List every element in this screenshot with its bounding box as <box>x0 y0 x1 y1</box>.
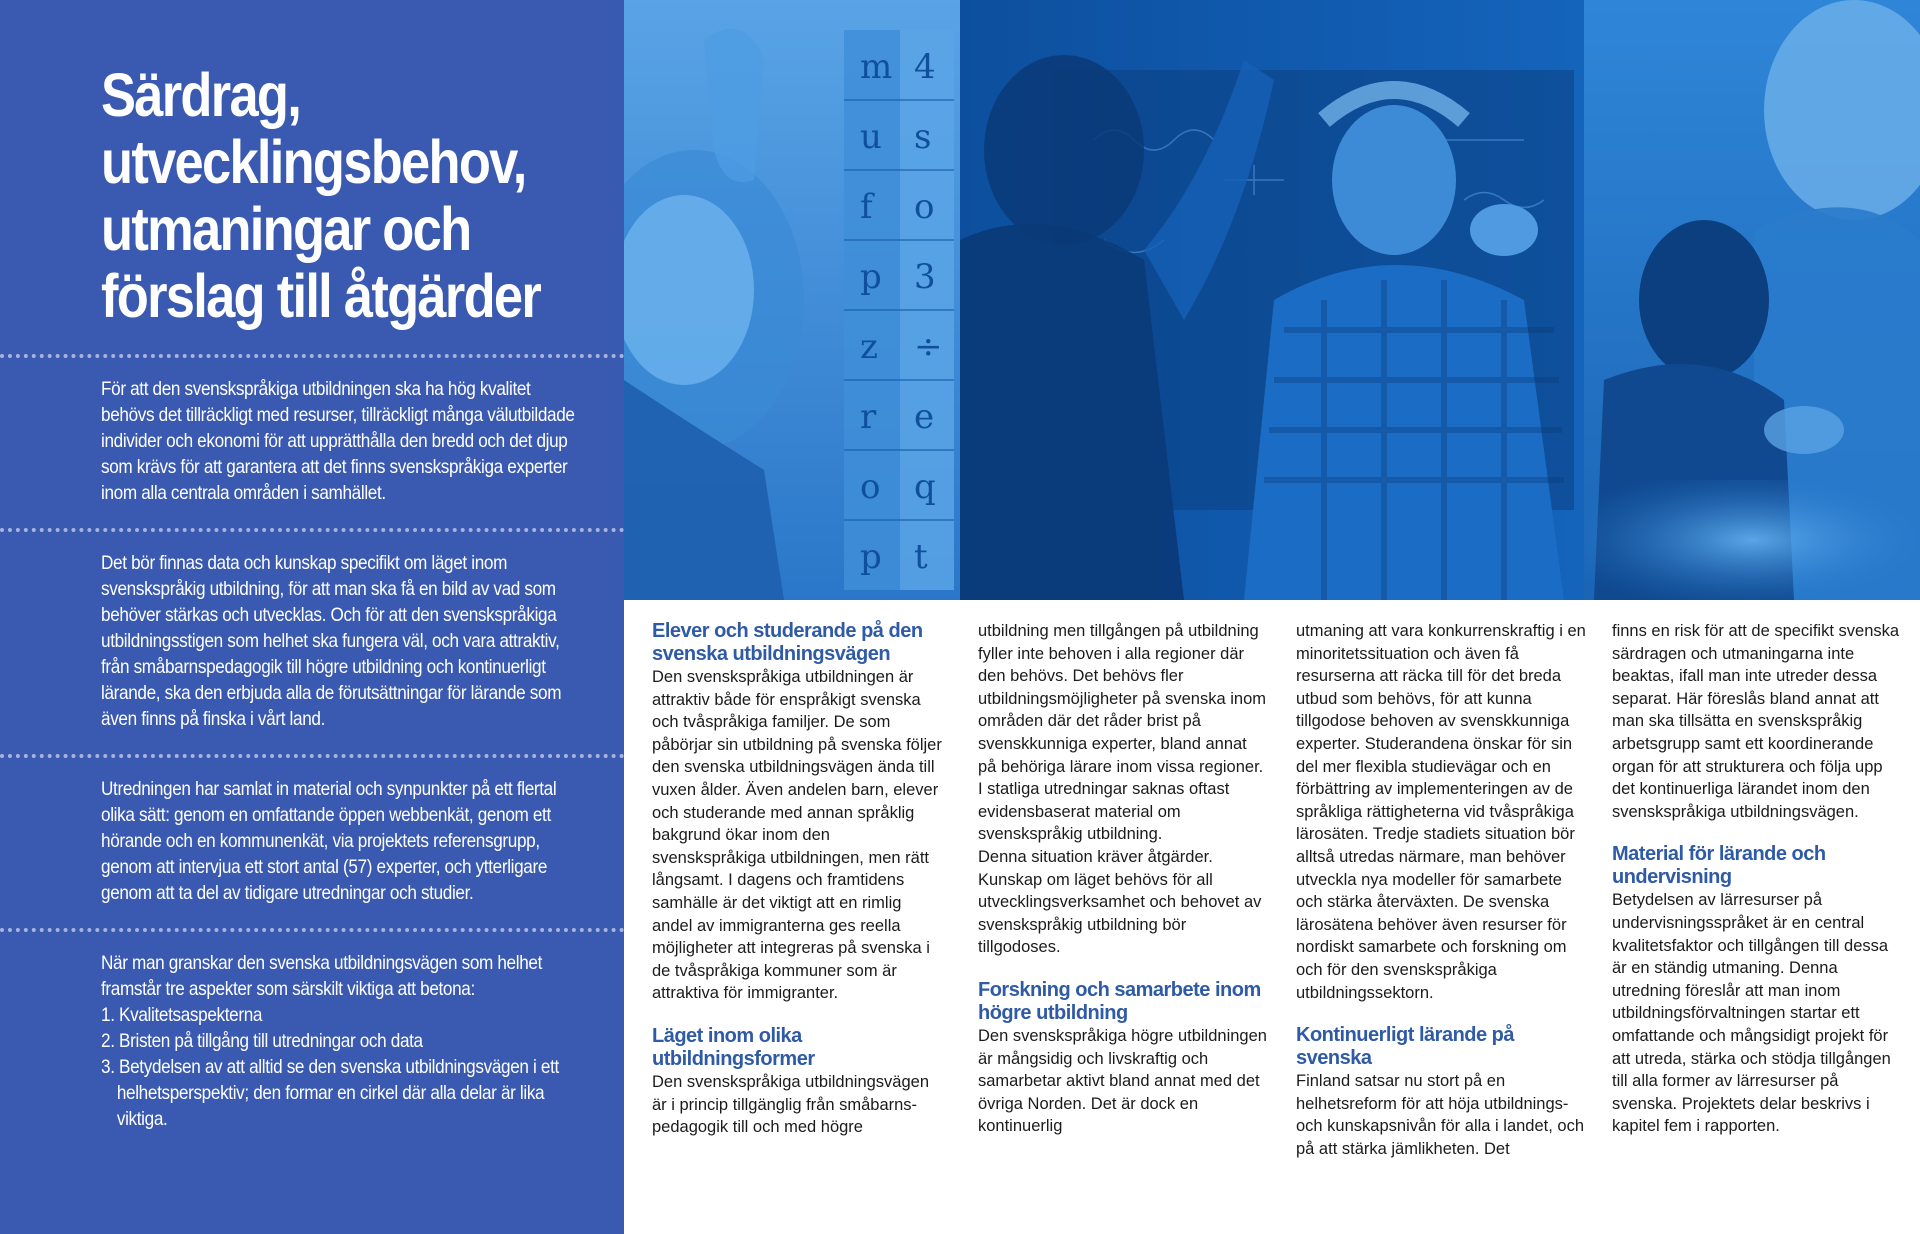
svg-text:r: r <box>860 397 877 437</box>
column-4 <box>1612 620 1902 1138</box>
body-text: Betydelsen av lärresurser på undervisningsspråket är en central kvalitetsfaktor och tillgången till dessa är en ständig utmaning. Denna utredning föreslår att man inom utbildningsförvaltningen startar ett omfattande och mångsidigt projekt för att utreda, stärka och stödja tillgången till alla former av lärresurser på svenska. Projektets delar beskrivs i kapitel fem i rapporten. <box>1612 891 1891 1136</box>
svg-text:o: o <box>860 467 881 507</box>
svg-text:m: m <box>860 47 893 87</box>
heading-continuous-learning: Kontinuerligt lärande på svenska <box>1296 1024 1515 1070</box>
list-item: 3. Betydelsen av att alltid se den svenska utbildningsvägen i ett helhetsperspektiv; den formar en cirkel där alla delar är lika viktiga. <box>101 1056 559 1130</box>
method-paragraph: Utredningen har samlat in material och synpunkter på ett flertal olika sätt: genom en omfattande öppen webbenkät, genom ett hörande och en kommunenkät, via projektets referensgrupp, genom att intervjua ett stort antal (57) experter, och ytterligare genom att ta del av tidigare utredningar och studier. <box>101 778 557 904</box>
aspects-block <box>101 950 576 1132</box>
heading-education-forms: Läget inom olika utbildningsformer <box>652 1024 815 1070</box>
body-text: Denna situation kräver åtgärder. Kunskap om läget behövs för all utvecklingsverksamhet och behovet av svenskspråkig utbildning bör tillgodoses. <box>978 847 1262 957</box>
svg-text:e: e <box>914 397 935 437</box>
body-text: Den svenskspråkiga högre utbildningen är mångsidig och livskraftig och samarbetar aktivt bland annat med det övriga Norden. Det är dock en kontinuerlig <box>978 1026 1267 1136</box>
column-2 <box>978 620 1268 1138</box>
heading-students: Elever och studerande på den svenska utbildningsvägen <box>652 620 923 665</box>
body-text: Finland satsar nu stort på en helhetsreform för att höja utbildnings- och kunskapsnivån för alla i landet, och på att stärka jämlikheten. Det <box>1296 1072 1585 1158</box>
svg-text:u: u <box>860 117 882 157</box>
aspects-list <box>101 1002 576 1132</box>
intro-panel <box>0 0 624 1234</box>
svg-text:p: p <box>860 257 882 297</box>
svg-text:t: t <box>914 537 928 577</box>
svg-text:s: s <box>914 117 932 157</box>
data-paragraph: Det bör finnas data och kunskap specifikt om läget inom svenskspråkig utbildning, för att man ska få en bild av vad som behöver stärkas och utvecklas. Och för att den svenskspråkiga utbildningsstigen som helhet ska fungera väl, och vara attraktiv, från småbarnspedagogik till högre utbildning och kontinuerligt lärande, ska den erbjuda alla de förutsättningar för lärande som även finns på finska i vårt land. <box>101 552 562 730</box>
list-item: 2. Bristen på tillgång till utredningar och data <box>101 1030 423 1052</box>
svg-text:z: z <box>860 327 878 367</box>
column-1 <box>652 620 942 1139</box>
letter-blocks <box>844 30 954 590</box>
teacher-head <box>1332 105 1456 255</box>
list-item: 1. Kvalitetsaspekterna <box>101 1004 263 1026</box>
column-3 <box>1296 620 1586 1160</box>
header-photo-collage <box>624 0 1920 600</box>
student-head <box>1639 220 1769 380</box>
body-text: utbildning men tillgången på utbildning fyller inte behoven i alla regioner där den behövs. Det behövs fler utbildningsmöjligheter på svenska inom områden där det råder brist på svenskkunniga experter, bland annat på behöriga lärare inom vissa regioner. I statliga utredningar saknas oftast evidensbaserat material om svenskspråkig utbildning. <box>978 622 1266 844</box>
body-text: finns en risk för att de specifikt svenska särdragen och utmaningarna inte beaktas, ifall man inte utreder dessa separat. Här föreslås bland annat att man ska tillsätta en svenskspråkig arbetsgrupp samt ett koordinerande organ för att strukturera och följa upp det kontinuerliga lärandet inom den svenskspråkiga utbildningsvägen. <box>1612 622 1900 821</box>
svg-text:3: 3 <box>914 257 936 297</box>
hand <box>1764 406 1844 454</box>
svg-text:f: f <box>860 187 873 227</box>
heading-learning-material: Material för lärande och undervisning <box>1612 843 1826 889</box>
photo-illustration <box>624 0 1920 600</box>
svg-text:4: 4 <box>914 47 936 87</box>
page-title: Särdrag, utvecklingsbehov, utmaningar och förslag till åtgärder <box>101 61 541 330</box>
teacher-hand <box>1470 204 1538 256</box>
intro-paragraph: För att den svenskspråkiga utbildningen ska ha hög kvalitet behövs det tillräckligt med resurser, tillräckligt många välutbildade individer och ekonomi för att upprätthålla den bredd och det djup som krävs för att garantera att det finns svenskspråkiga experter inom alla centrala områden i samhället. <box>101 378 575 504</box>
body-text: utmaning att vara konkurrenskraftig i en minoritetssituation och även få resurserna att räcka till för det breda utbud som behövs, för att kunna tillgodose behoven av svenskkunniga experter. Studerandena önskar för sin del mer flexibla studievägar och en förbättring av implementeringen av de språkliga rättigheterna vid tvåspråkiga lärosäten. Tredje stadiets situation bör alltså utredas närmare, man behöver utveckla nya modeller för samarbete och stärka återväxten. De svenska lärosätena behöver även resurser för nordiskt samarbete och forskning om och för den svenskspråkiga utbildningssektorn. <box>1296 622 1586 1002</box>
student-head <box>984 55 1144 245</box>
svg-text:÷: ÷ <box>914 327 943 367</box>
svg-text:p: p <box>860 537 882 577</box>
body-text: Den svenskspråkiga utbildningen är attraktiv både för enspråkigt svenska och tvåspråkiga familjer. De som påbörjar sin utbildning på svenska följer den svenska utbildningsvägen ända till vuxen ålder. Även andelen barn, elever och studerande med annan språklig bakgrund ökar inom den svenskspråkiga utbildningen, men rätt långsamt. I dagens och framtidens samhälle är det viktigt att en rimlig andel av immigranterna ges reella möjligheter att integreras på svenska i de tvåspråkiga kommuner som är attraktiva för immigranter. <box>652 668 942 1003</box>
body-text: Den svenskspråkiga utbildningsvägen är i princip tillgänglig från småbarns-pedagogik till och med högre <box>652 1072 930 1137</box>
svg-text:q: q <box>914 467 936 507</box>
svg-text:o: o <box>914 187 935 227</box>
heading-research: Forskning och samarbete inom högre utbildning <box>978 978 1261 1024</box>
aspects-intro: När man granskar den svenska utbildningsvägen som helhet framstår tre aspekter som särskilt viktiga att betona: <box>101 952 543 1000</box>
